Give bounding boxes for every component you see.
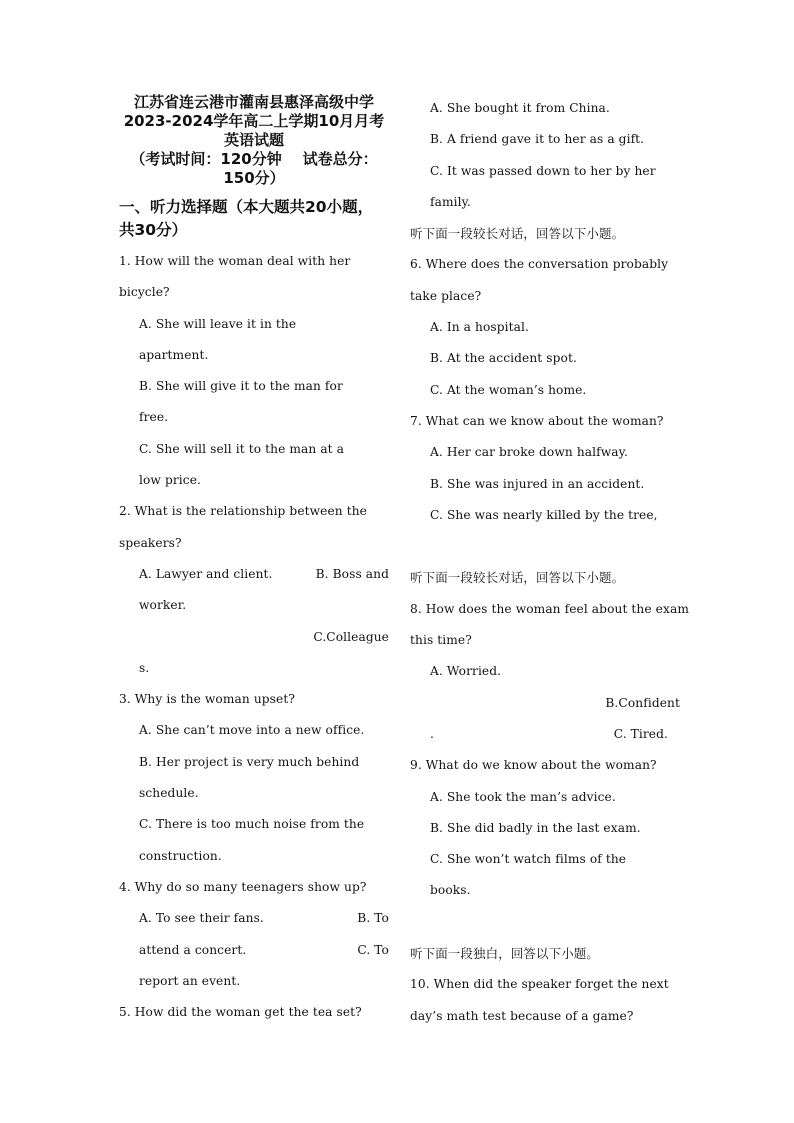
option-c: C. She won’t watch films of the: [430, 852, 627, 867]
question-5-options: [410, 93, 680, 218]
option-c-cont: construction.: [139, 848, 222, 863]
section-heading-line-1: 一、听力选择题（本大题共20小题，: [119, 198, 374, 216]
question-stem: 4. Why do so many teenagers show up?: [119, 879, 367, 894]
option-row: [119, 559, 389, 590]
option-c-cont: low price.: [139, 473, 201, 488]
option-b: B. She did badly in the last exam.: [430, 820, 641, 835]
option-c: C. It was passed down to her by her: [430, 163, 656, 178]
option-b-cont: worker.: [139, 598, 187, 613]
option-c: C. She was nearly killed by the tree,: [430, 507, 658, 522]
question-stem: 6. Where does the conversation probably: [410, 257, 669, 272]
option-c-cont: report an event.: [139, 973, 241, 988]
option-b: B.Confident: [605, 695, 680, 710]
question-stem: 5. How did the woman get the tea set?: [119, 1005, 362, 1020]
option-row: [410, 719, 680, 750]
question-stem: 9. What do we know about the woman?: [410, 758, 657, 773]
question-stem-cont: speakers?: [119, 535, 182, 550]
option-c: C. Tired.: [613, 726, 668, 741]
question-stem: 3. Why is the woman upset?: [119, 692, 295, 707]
option-b-cont: .: [430, 726, 434, 741]
question-stem: 2. What is the relationship between the: [119, 504, 367, 519]
option-b-cont: schedule.: [139, 786, 199, 801]
question-3: [119, 684, 389, 872]
option-c-cont: family.: [430, 194, 471, 209]
option-c: C. To: [357, 942, 389, 957]
option-a: A. She bought it from China.: [430, 101, 610, 115]
option-c-cont: s.: [139, 660, 150, 675]
instruction-long-dialogue: 听下面一段较长对话，回答以下小题。: [410, 570, 625, 586]
question-stem-cont: day’s math test because of a game?: [410, 1008, 634, 1023]
right-column: [410, 93, 689, 1032]
option-a: A. Her car broke down halfway.: [430, 445, 628, 460]
question-8: [410, 594, 689, 750]
question-stem-cont: take place?: [410, 288, 482, 303]
option-b: B. She will give it to the man for: [139, 379, 343, 394]
option-c-cont: books.: [430, 883, 471, 898]
question-stem-cont: bicycle?: [119, 285, 170, 300]
left-column: [119, 93, 389, 1028]
title-line-2: 2023-2024学年高二上学期10月月考: [123, 112, 385, 130]
option-c: C.Colleague: [313, 629, 389, 644]
option-c: C. At the woman’s home.: [430, 382, 587, 397]
spacer: [410, 907, 680, 938]
option-b-cont: attend a concert.: [139, 942, 247, 957]
option-row: [119, 903, 389, 934]
option-a: A. She can’t move into a new office.: [139, 723, 365, 738]
option-c: C. There is too much noise from the: [139, 817, 365, 832]
question-7: [410, 406, 680, 531]
question-1: [119, 246, 389, 496]
option-a: A. Worried.: [430, 664, 502, 679]
title-line-1: 江苏省连云港市灌南县惠泽高级中学: [133, 93, 374, 111]
instruction-long-dialogue: 听下面一段较长对话，回答以下小题。: [410, 226, 625, 242]
section-heading-line-2: 共30分）: [119, 221, 188, 239]
option-a-cont: apartment.: [139, 347, 209, 362]
question-stem-cont: this time?: [410, 633, 472, 648]
question-5: [119, 997, 389, 1028]
option-a: A. She took the man’s advice.: [430, 789, 616, 804]
option-b: B. At the accident spot.: [430, 351, 577, 366]
option-a: A. In a hospital.: [430, 320, 530, 335]
question-10: [410, 969, 680, 1032]
option-b: B. Boss and: [315, 566, 389, 581]
option-a: A. She will leave it in the: [139, 316, 297, 331]
question-stem: 8. How does the woman feel about the exam: [410, 601, 689, 616]
question-stem: 7. What can we know about the woman?: [410, 413, 664, 428]
option-c: C. She will sell it to the man at a: [139, 441, 345, 456]
title-line-3: 英语试题: [223, 131, 284, 149]
question-9: [410, 750, 680, 906]
option-b: B. A friend gave it to her as a gift.: [430, 132, 645, 147]
option-b: B. To: [357, 911, 389, 926]
option-a: A. Lawyer and client.: [139, 566, 273, 581]
spacer: [410, 531, 680, 562]
question-stem: 10. When did the speaker forget the next: [410, 977, 669, 992]
option-a: A. To see their fans.: [139, 911, 264, 926]
exam-info-line-2: 150分）: [223, 169, 285, 187]
question-4: [119, 872, 389, 997]
instruction-monologue: 听下面一段独白，回答以下小题。: [410, 946, 600, 962]
question-stem: 1. How will the woman deal with her: [119, 254, 351, 268]
question-6: [410, 249, 680, 405]
exam-info-line-1: （考试时间：120分钟 试卷总分：: [130, 150, 378, 168]
option-b-cont: free.: [139, 410, 169, 425]
option-row: [119, 935, 389, 966]
option-b: B. Her project is very much behind: [139, 754, 360, 769]
question-2: [119, 496, 389, 684]
option-b: B. She was injured in an accident.: [430, 476, 645, 491]
